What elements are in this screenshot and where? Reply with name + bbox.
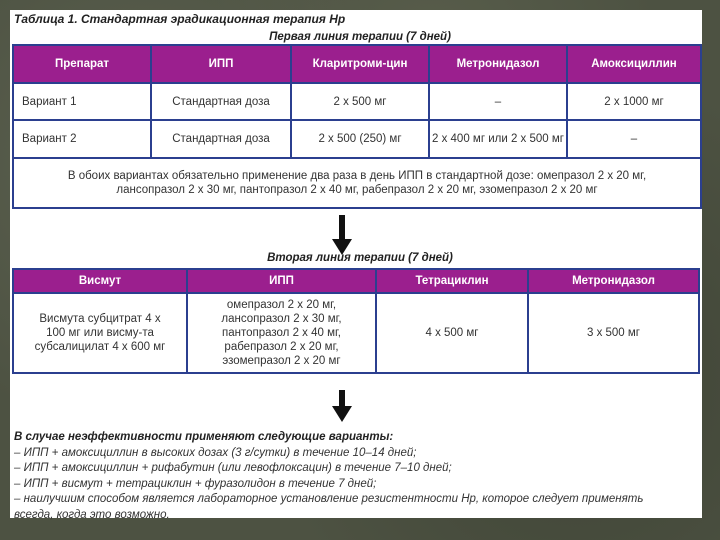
cell: – (429, 83, 567, 120)
cell: 3 х 500 мг (528, 293, 699, 373)
cell: 4 х 500 мг (376, 293, 528, 373)
header-bismuth: Висмут (13, 269, 187, 293)
first-line-caption: Первая линия терапии (7 дней) (269, 31, 451, 43)
list-item: – ИПП + амоксициллин + рифабутин (или левофлоксацин) в течение 7–10 дней; (14, 462, 452, 474)
list-item: – ИПП + висмут + тетрациклин + фуразолидон в течение 7 дней; (14, 477, 377, 490)
list-item: – ИПП + амоксициллин в высоких дозах (3 г/сутки) в течение 10–14 дней; (14, 446, 417, 459)
header-drug: Препарат (13, 45, 151, 83)
first-line-table (12, 44, 702, 209)
cell: 2 х 400 мг или 2 х 500 мг (429, 120, 567, 158)
cell: Стандартная доза (151, 83, 291, 120)
table-row (13, 293, 699, 373)
cell: омепразол 2 х 20 мг, лансопразол 2 х 30 мг, пантопразол 2 х 40 мг, рабепразол 2 х 20 мг, эзомепразол 2 х 20 мг (187, 293, 376, 373)
table-title: Таблица 1. Стандартная эрадикационная терапия Hp (14, 12, 346, 26)
cell: – (567, 120, 701, 158)
first-line-note: В обоих вариантах обязательно применение два раза в день ИПП в стандартной дозе: омепразол 2 х 20 мг, лансопразол 2 х 30 мг, пантопразол 2 х 40 мг, рабепразол 2 х 20 мг, эзомепразол 2 х 20 мг (13, 158, 701, 208)
cell: Вариант 1 (13, 83, 151, 120)
header-amoxicillin: Амоксициллин (567, 45, 701, 83)
list-item: – наилучшим способом является лабораторное установление резистентности Hp, которое следует применять всегда, когда это возможно. (14, 493, 644, 521)
header-ppi: ИПП (187, 269, 376, 293)
alternative-options (14, 430, 704, 523)
table-row (13, 120, 701, 158)
cell: 2 х 500 (250) мг (291, 120, 429, 158)
header-ppi: ИПП (151, 45, 291, 83)
header-clarithromycin: Кларитроми-цин (291, 45, 429, 83)
cell: Висмута субцитрат 4 х 100 мг или висму-та субсалицилат 4 х 600 мг (13, 293, 187, 373)
header-metronidazole: Метронидазол (429, 45, 567, 83)
cell: Стандартная доза (151, 120, 291, 158)
second-line-caption: Вторая линия терапии (7 дней) (267, 252, 453, 264)
cell: Вариант 2 (13, 120, 151, 158)
header-tetracycline: Тетрациклин (376, 269, 528, 293)
table-row (13, 83, 701, 120)
cell: 2 х 500 мг (291, 83, 429, 120)
second-line-table (12, 268, 700, 374)
notes-heading: В случае неэффективности применяют следующие варианты: (14, 431, 394, 443)
cell: 2 х 1000 мг (567, 83, 701, 120)
header-metronidazole: Метронидазол (528, 269, 699, 293)
